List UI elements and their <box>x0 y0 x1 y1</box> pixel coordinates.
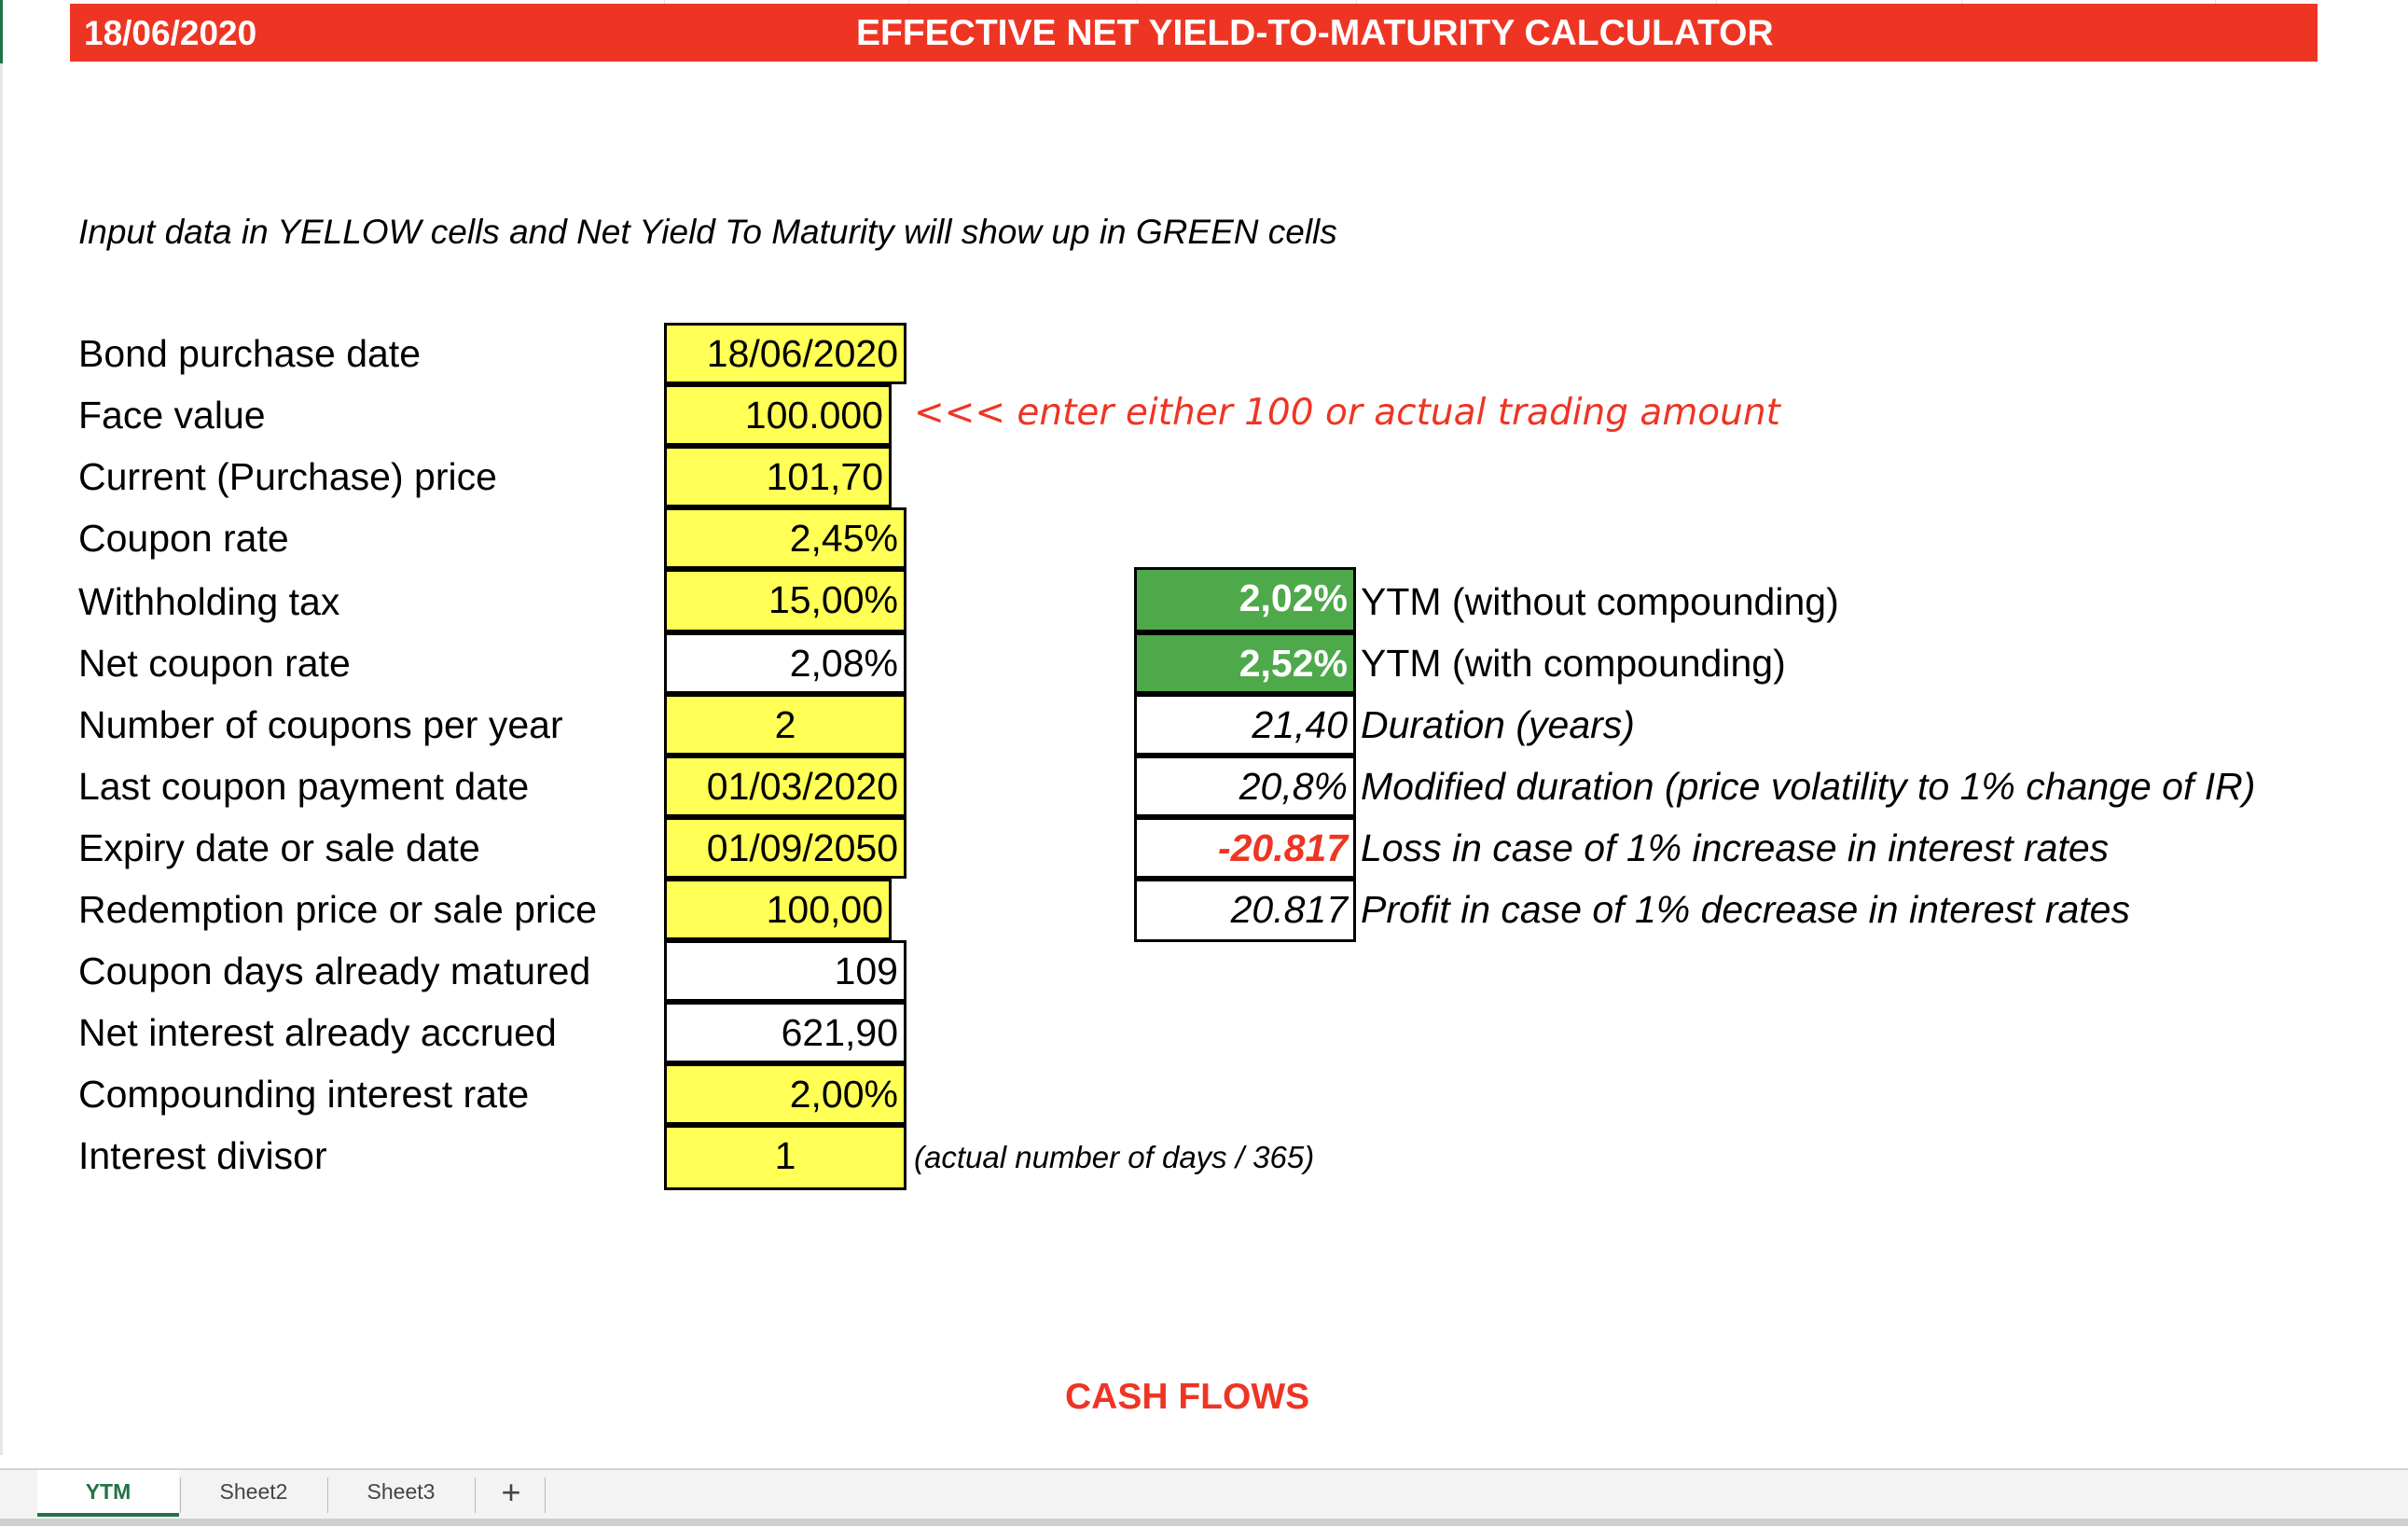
page-title[interactable]: EFFECTIVE NET YIELD-TO-MATURITY CALCULATOR <box>856 13 1774 53</box>
label-net-interest-accrued[interactable]: Net interest already accrued <box>78 1011 557 1054</box>
row-header-edge <box>0 0 3 1455</box>
label-withholding-tax[interactable]: Withholding tax <box>78 580 340 623</box>
profit-decrease-label[interactable]: Profit in case of 1% decrease in interest rates <box>1361 888 2130 931</box>
label-coupon-rate[interactable]: Coupon rate <box>78 517 289 560</box>
bond-purchase-date-cell[interactable]: 18/06/2020 <box>664 323 906 384</box>
loss-increase-cell[interactable]: -20.817 <box>1134 817 1356 879</box>
label-last-coupon-date[interactable]: Last coupon payment date <box>78 765 530 808</box>
instructions-text[interactable]: Input data in YELLOW cells and Net Yield To Maturity will show up in GREEN cells <box>78 213 1337 251</box>
tab-separator <box>475 1477 476 1513</box>
duration-cell[interactable]: 21,40 <box>1134 694 1356 756</box>
face-value-note[interactable]: <<< enter either 100 or actual trading amount <box>914 392 1780 434</box>
duration-label[interactable]: Duration (years) <box>1361 703 1635 746</box>
tab-separator <box>545 1477 546 1513</box>
interest-divisor-cell[interactable]: 1 <box>664 1125 906 1190</box>
label-coupons-per-year[interactable]: Number of coupons per year <box>78 703 563 746</box>
tab-ytm[interactable]: YTM <box>37 1470 179 1517</box>
expiry-date-cell[interactable]: 01/09/2050 <box>664 817 906 879</box>
ytm-with-compounding-cell[interactable]: 2,52% <box>1134 632 1356 694</box>
net-coupon-rate-cell[interactable]: 2,08% <box>664 632 906 694</box>
withholding-tax-cell[interactable]: 15,00% <box>664 569 906 632</box>
label-face-value[interactable]: Face value <box>78 394 266 437</box>
modified-duration-label[interactable]: Modified duration (price volatility to 1% change of IR) <box>1361 765 2256 808</box>
ytm-without-compounding-label[interactable]: YTM (without compounding) <box>1361 580 1839 623</box>
label-coupon-days-matured[interactable]: Coupon days already matured <box>78 950 591 992</box>
ytm-with-compounding-label[interactable]: YTM (with compounding) <box>1361 642 1786 685</box>
label-expiry-date[interactable]: Expiry date or sale date <box>78 826 480 869</box>
horizontal-scrollbar[interactable] <box>0 1519 2408 1526</box>
label-bond-purchase-date[interactable]: Bond purchase date <box>78 332 421 375</box>
selected-row-indicator <box>0 0 3 63</box>
ytm-without-compounding-cell[interactable]: 2,02% <box>1134 567 1356 632</box>
header-date[interactable]: 18/06/2020 <box>84 14 257 52</box>
tab-sheet3[interactable]: Sheet3 <box>367 1479 436 1504</box>
add-sheet-button[interactable]: + <box>501 1473 521 1511</box>
last-coupon-date-cell[interactable]: 01/03/2020 <box>664 756 906 817</box>
coupon-days-matured-cell[interactable]: 109 <box>664 940 906 1002</box>
coupons-per-year-cell[interactable]: 2 <box>664 694 906 756</box>
coupon-rate-cell[interactable]: 2,45% <box>664 507 906 569</box>
net-interest-accrued-cell[interactable]: 621,90 <box>664 1002 906 1063</box>
interest-divisor-note[interactable]: (actual number of days / 365) <box>914 1140 1315 1174</box>
label-redemption-price[interactable]: Redemption price or sale price <box>78 888 598 931</box>
redemption-price-cell[interactable]: 100,00 <box>664 879 892 940</box>
tab-sheet2[interactable]: Sheet2 <box>219 1479 288 1504</box>
modified-duration-cell[interactable]: 20,8% <box>1134 756 1356 817</box>
compounding-rate-cell[interactable]: 2,00% <box>664 1063 906 1125</box>
profit-decrease-cell[interactable]: 20.817 <box>1134 879 1356 942</box>
loss-increase-label[interactable]: Loss in case of 1% increase in interest rates <box>1361 826 2110 869</box>
face-value-cell[interactable]: 100.000 <box>664 384 892 446</box>
label-purchase-price[interactable]: Current (Purchase) price <box>78 455 497 498</box>
purchase-price-cell[interactable]: 101,70 <box>664 446 892 507</box>
cash-flows-heading[interactable]: CASH FLOWS <box>1065 1377 1310 1417</box>
label-net-coupon-rate[interactable]: Net coupon rate <box>78 642 351 685</box>
label-interest-divisor[interactable]: Interest divisor <box>78 1134 327 1177</box>
label-compounding-rate[interactable]: Compounding interest rate <box>78 1073 530 1116</box>
